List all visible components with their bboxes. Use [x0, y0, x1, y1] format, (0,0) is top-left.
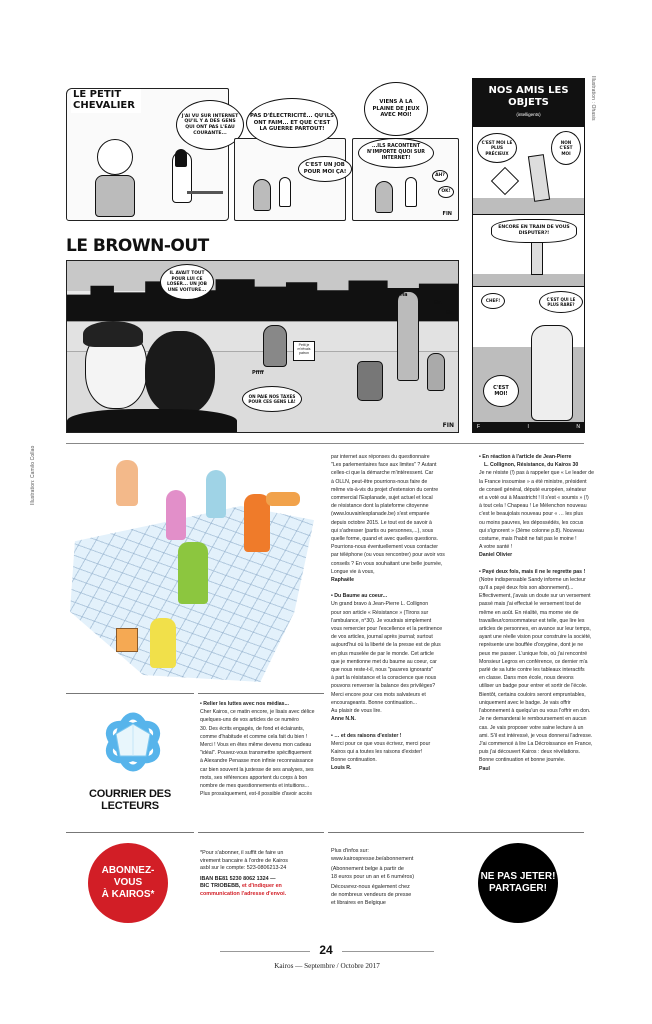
comic-end-label: FIN — [442, 211, 452, 217]
runner-green — [178, 542, 208, 604]
letter-text-line: Bonne continuation et bonne journée. — [479, 757, 566, 764]
column-divider — [198, 693, 324, 694]
runner-yellow — [150, 618, 176, 668]
letter-text-line: Kairos qui a toutes les raisons d'exister! — [331, 748, 423, 755]
letter-text-line: nombre de mes questionnements et intuitions... — [200, 783, 309, 790]
sound-effect: Ha — [446, 310, 454, 316]
letter-heading: • Du Baume au coeur... — [331, 593, 388, 600]
illustration-credit-top: Illustration : Ohasis — [590, 76, 596, 121]
subscribe-badge-line1: ABONNEZ-VOUS — [101, 865, 155, 888]
letter-text-line: (www.louvainlesplanade.be) s'est emparée — [331, 511, 430, 518]
letter-text-line: travailleur/consommateur est telle, que lire les — [479, 617, 585, 624]
speech-bubble: AH? — [432, 170, 448, 182]
letter-signature: Paul — [479, 765, 490, 772]
letter-text-line: qu'il a payé deux fois son abonnement)... — [479, 585, 574, 592]
letter-text-line: Merci ! Vous en êtes même devenu mon cadeau — [200, 742, 312, 749]
bag — [116, 628, 138, 652]
man-back-head — [145, 331, 215, 415]
letter-text-line: costume, mais l'habit ne fait pas le moine ! — [479, 536, 577, 543]
section-divider — [66, 693, 194, 694]
cardboard-sign: Petit je m'rêvais patron — [293, 341, 315, 361]
girl-figure-small — [253, 179, 271, 211]
share-badge-line2: PARTAGER! — [489, 883, 547, 894]
sky — [67, 261, 458, 291]
letter-text-line: passé mais j'ai effectué le versement tout de — [479, 601, 582, 608]
speech-bubble: NON C'EST MOI — [551, 131, 581, 165]
letter-text-line: à part la résistance et la conscience que nous — [331, 675, 437, 682]
letter-text-line: représente une bouffée d'oxygène, dont je ne — [479, 642, 584, 649]
subscribe-link[interactable]: www.kairospresse.be/abonnement — [331, 855, 414, 862]
letter-text-line: parlé de sa lutte contre les tableaux interactifs — [479, 667, 585, 674]
letter-text-line: de conseil général, député européen, sénateur — [479, 486, 587, 493]
letter-text-line: commercial l'Esplanade, sujet actuel et local — [331, 495, 433, 502]
letter-text-line: quelques-uns de vos articles de ce numéro — [200, 717, 299, 724]
price-info: (Abonnement belge à partir de — [331, 866, 404, 873]
footer-rule-left — [220, 951, 310, 952]
column-divider — [198, 832, 324, 833]
letter-column-3 — [479, 453, 625, 773]
letter-text-line: par internet aux réponses du questionnaire — [331, 454, 430, 460]
footer-letter: N — [576, 424, 580, 430]
subscribe-info-line: asbl sur le compte: 523-0806213-24 — [200, 865, 287, 872]
subscribe-badge[interactable] — [88, 843, 168, 923]
letter-signature: Anne N.N. — [331, 716, 356, 723]
letter-text-line: en classe. Dans mon école, nous devons — [479, 675, 574, 682]
letter-signature: Daniel Olivier — [479, 552, 513, 559]
sellers-info: Découvrez-nous également chez — [331, 884, 410, 891]
comic-brown-out — [66, 236, 459, 433]
more-info-label: Plus d'infos sur: — [331, 848, 369, 854]
letter-heading: • … et des raisons d'exister ! — [331, 732, 402, 739]
letter-text-line: Merci encore pour ces mots salvateurs et — [331, 691, 426, 698]
letter-text-line: puis j'ai découvert Kairos : deux révélations. — [479, 749, 581, 756]
sound-effect: Ha — [400, 292, 408, 298]
letter-text-line: l'ambulance, n°30). Je voudrais simplement — [331, 617, 432, 624]
comic-header — [473, 79, 584, 127]
ground — [473, 274, 584, 286]
letter-text-line: Au plaisir de vous lire. — [331, 708, 382, 715]
runner-pink — [166, 490, 186, 540]
walking-man — [397, 291, 419, 381]
speech-bubble: J'AI VU SUR INTERNET QU'IL Y A DES GENS QUI ONT PAS L'EAU COURANTE... — [176, 100, 244, 150]
letter-text-line: aujourd'hui où la liberté de la presse est de plus — [331, 642, 441, 649]
section-title-line2: LECTEURS — [101, 800, 159, 812]
comic-petit-chevalier — [66, 78, 459, 221]
letters-logo-icon — [100, 706, 166, 778]
letter-text-line: Merci pour ce que vous écrivez, merci pour — [331, 740, 431, 747]
letter-text-line: Effectivement, j'avais un doute sur un versement — [479, 593, 591, 600]
letter-text-line: conseils ? En vous souhaitant une belle journée, — [331, 560, 443, 567]
letter-text-line: ayant une réelle vision pour construire la société, — [479, 634, 592, 641]
instruction-text: communication l'adresse d'envoi. — [200, 890, 287, 897]
letter-text-line: Longue vie à vous, — [331, 568, 375, 575]
runner-orange — [116, 460, 138, 506]
speech-bubble: ENCORE EN TRAIN DE VOUS DISPUTER?! — [491, 219, 577, 243]
letter-text-line: vous remercier pour l'excellence et la pertinence — [331, 626, 443, 633]
letter-text-line: pouvons renverser la balance des privilèges? — [331, 683, 436, 690]
letter-text-line: mots, ses références apportent du corps à bon — [200, 774, 308, 781]
section-divider — [328, 832, 584, 833]
letter-text-line: que nous reste-t-il, nous "pauvres ignorants" — [331, 667, 434, 674]
speech-bubble: C'EST QUI LE PLUS RARE? — [539, 291, 583, 313]
letter-text-line: articles de personnes, en avance sur leur temps, — [479, 626, 591, 633]
iban-line: IBAN BE81 5230 8062 1324 — — [200, 875, 276, 882]
homeless-man — [263, 325, 287, 367]
letter-heading: • Payé deux fois, mais il ne le regrette pas ! — [479, 568, 586, 575]
ground — [473, 198, 584, 214]
letter-heading: L. Collignon, Résistance, du Kairos 30 — [484, 462, 579, 469]
letter-text-line: Un grand bravo à Jean-Pierre L. Collignon — [331, 601, 429, 608]
letter-text-line: ou moins pauvres, les dépossédés, les cocus — [479, 519, 584, 526]
section-title — [66, 788, 194, 812]
sword-icon — [187, 191, 223, 194]
letter-text-line: à tout cela ! Chapeau ! Le Mélenchon nouveau — [479, 503, 587, 510]
comic-title-nos-amis: NOS AMIS LES OBJETS — [488, 85, 569, 108]
share-badge-line1: NE PAS JETER! — [480, 871, 556, 882]
diamond-figure — [491, 167, 519, 195]
comic-footer-bar — [473, 422, 584, 432]
comic-title-brown-out: LE BROWN-OUT — [66, 236, 209, 256]
letter-text-line: et a voté oui à Maastricht ! Il s'est « soumis » (!) — [479, 495, 589, 502]
letter-signature: Louis R. — [331, 765, 352, 772]
letter-text-line: l'abonnement à quelqu'un ou vous l'offrir en don. — [479, 708, 591, 715]
subscribe-info-line: virement bancaire à l'ordre de Kairos — [200, 857, 288, 864]
knight-helmet — [175, 149, 187, 167]
letter-column-2 — [331, 453, 471, 773]
letter-text-line: Plus prosaïquement, est-il possible d'avoir accès — [200, 791, 312, 798]
letter-text-line: ami. S'il est intéressé, je vous donnerai l'adresse. — [479, 732, 593, 739]
letter-text-line: par téléphone (ou vous rencontrer) pour avoir vos — [331, 552, 445, 559]
man-hair-left — [83, 321, 143, 347]
comic-end-label: FIN — [442, 422, 454, 429]
letter-text-line: même en août. En réalité, ma morne vie de — [479, 609, 579, 616]
letter-text-line: celles-ci que la démarche m'intéressent. Car — [331, 470, 434, 477]
letter-text-line: à OLLN, peut-être pourrions-nous faire de — [331, 478, 428, 485]
letter-text-line: utiliser un badge pour entrer et sortir de l'école. — [479, 683, 588, 690]
runner-blue — [206, 470, 226, 518]
footer-rule-right — [342, 951, 434, 952]
speech-bubble: CHEF! — [481, 293, 505, 309]
girl-dress — [95, 175, 135, 217]
letter-heading: • En réaction à l'article de Jean-Pierre — [479, 454, 572, 460]
speech-bubble: VIENS À LA PLAINE DE JEUX AVEC MOI! — [364, 82, 428, 136]
letter-text-line: Je ne demanderai le remboursement en aucun — [479, 716, 587, 723]
letter-text-line: car bien souvent la justesse de ses analyses, ses — [200, 766, 314, 773]
letter-text-line: Bientôt, certains couloirs seront empruntables, — [479, 691, 586, 698]
subscribe-info — [200, 850, 328, 899]
letter-text-line: pour son article « Résistance » (Tirons sur — [331, 609, 429, 616]
letter-text-line: uniquement avec le badge. Je vais offrir — [479, 699, 571, 706]
child-figure — [427, 353, 445, 391]
letter-text-line: depuis octobre 2015. Le tout est de savoir à — [331, 519, 432, 526]
subscribe-badge-line2: À KAIROS* — [101, 889, 155, 900]
letter-text-line: quelle forme, quand et avec quelles questions. — [331, 536, 438, 543]
speech-bubble: PAS D'ÉLECTRICITÉ... QU'ILS ONT FAIM... ET QUE C'EST LA GUERRE PARTOUT! — [246, 98, 338, 148]
sellers-info: de nombreux vendeurs de presse — [331, 891, 412, 898]
letter-text-line: en plus muselée de par le monde. Cet article — [331, 650, 434, 657]
letter-text-line: "Les parlementaires face aux limites" ? Autant — [331, 462, 437, 469]
letter-text-line: peux me passer. L'unique fois, où j'ai rencontré — [479, 650, 588, 657]
page-number: 24 — [319, 943, 333, 957]
letter-text-line: Cher Kairos, ce matin encore, je lisais avec délice — [200, 709, 315, 716]
letter-heading: • Relier les luttes avec nos médias... — [200, 701, 289, 707]
letter-text-line: même vis-à-vis du projet d'extension du centre — [331, 486, 439, 493]
comic-subtitle: (intelligents) — [516, 112, 541, 117]
speech-bubble: ...ILS RACONTENT N'IMPORTE QUOI SUR INTERNET! — [358, 138, 434, 168]
letter-text-line: Je ne résiste (!) pas à rappeler que « Le leader de — [479, 470, 595, 477]
letter-text-line: "idéal". Pouvez-vous transmettre spécifiquement — [200, 750, 312, 757]
letter-text-line: Bonne continuation. — [331, 757, 377, 764]
letter-text-line: (Notre indispensable Sandy informe un lecteur — [479, 576, 586, 583]
letter-text-line: 30. Des écrits engagés, de fond et éclairants, — [200, 725, 305, 732]
suitcase — [357, 361, 383, 401]
letter-text-line: qui s'ignorent » (3ème colonne p.8). Nouveau — [479, 527, 584, 534]
letter-column-1 — [200, 700, 326, 798]
phone-figure — [528, 154, 550, 202]
speech-bubble: ON PAIE NOS TAXES POUR CES GENS LÀ! — [242, 386, 302, 412]
comic-title-petit-chevalier: LE PETIT CHEVALIER — [71, 88, 141, 113]
sellers-info: et libraires en Belgique — [331, 899, 386, 906]
section-divider — [66, 443, 584, 444]
speech-bubble: C'EST MOI! — [483, 375, 519, 407]
instruction-text: et d'indiquer en — [241, 883, 282, 890]
letter-signature: Raphaële — [331, 577, 355, 584]
letter-text-line: de résistance dont la plateforme citoyenne — [331, 503, 429, 510]
section-divider — [66, 832, 194, 833]
shoulders — [67, 409, 237, 433]
footer-letter: I — [527, 424, 529, 430]
running-crowd-illustration — [66, 450, 316, 684]
knight-figure-small — [279, 177, 291, 207]
footer-letter: F — [477, 424, 481, 430]
letter-text-line: à Alexandre Penasse mon infinie reconnaissance — [200, 758, 314, 765]
issue-footer: Kairos — Septembre / Octobre 2017 — [274, 962, 380, 970]
speech-bubble: C'EST MOI LE PLUS PRÉCIEUX — [477, 133, 517, 163]
sound-effect: Ha — [434, 300, 442, 306]
illustration-credit-left: Illustration: Camilo Collao — [30, 445, 36, 505]
sound-effect: Pffff — [252, 370, 264, 376]
letter-text-line: Pourrions-nous éventuellement vous contacter — [331, 544, 438, 551]
subscribe-more-info — [331, 848, 459, 907]
letter-text-line: comme d'habitude et comme cela fait du bien ! — [200, 733, 308, 740]
letter-text-line: Monsieur Legros en conférence, ce dernier m'a — [479, 658, 588, 665]
letter-text-line: la France insoumise » a été ministre, président — [479, 478, 587, 485]
share-badge — [478, 843, 558, 923]
subscribe-info-line: *Pour s'abonner, il suffit de faire un — [200, 850, 284, 856]
girl-figure-small — [375, 181, 393, 213]
speech-bubble: C'EST UN JOB POUR MOI ÇA! — [298, 156, 352, 182]
letter-text-line: de vos articles, journal après journal; surtout — [331, 634, 433, 641]
letter-text-line: cas. Je vais proposer votre saine lecture à un — [479, 724, 584, 731]
letter-text-line: encourageants. Bonne continuation... — [331, 699, 417, 706]
letter-text-line: que je mentionne met du baume au coeur, car — [331, 658, 437, 665]
letter-text-line: J'ai commencé à lire La Décroissance en France, — [479, 740, 593, 747]
section-title-line1: COURRIER DES — [89, 788, 171, 800]
price-info: 18 euros pour un an et 6 numéros) — [331, 873, 415, 880]
iban-line — [200, 883, 328, 891]
speech-bubble: OK! — [438, 186, 454, 198]
letter-text-line: c'est le beaujolais nouveau pour « … les plus — [479, 511, 583, 518]
knight-figure-small — [405, 177, 417, 207]
comic-nos-amis-les-objets — [472, 78, 585, 433]
dog — [266, 492, 300, 506]
letter-text-line: A votre santé ! — [479, 544, 513, 551]
girl-figure — [97, 139, 133, 175]
bic-text: BIC TRIOBEBB, — [200, 883, 242, 890]
bottle-figure — [531, 325, 573, 421]
speech-bubble: IL AVAIT TOUT POUR LUI CE LOSER... UN JOB UNE VOITURE... — [160, 264, 214, 300]
letter-text-line: qui s'adresser (partis ou personnes,...), sous — [331, 527, 434, 534]
